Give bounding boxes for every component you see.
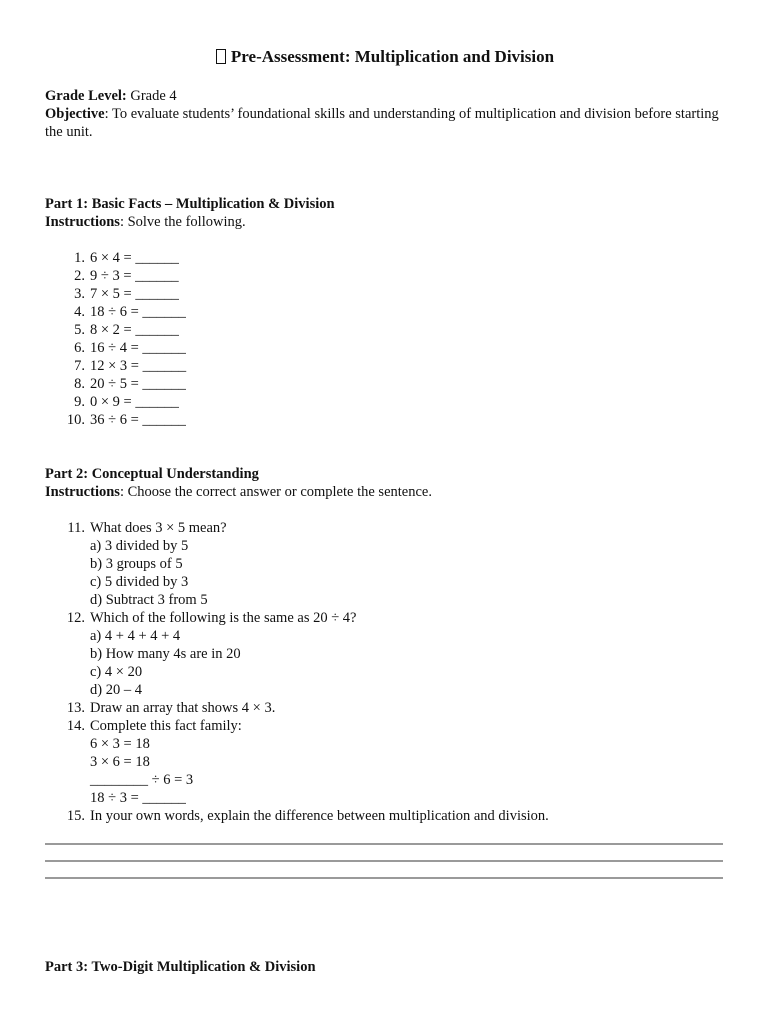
question-11 — [45, 519, 725, 609]
answer-line — [45, 860, 723, 862]
fact-family-line: ________ ÷ 6 = 3 — [90, 772, 194, 788]
option-c: c) 5 divided by 3 — [90, 574, 189, 590]
option-a: a) 4 + 4 + 4 + 4 — [90, 628, 181, 644]
item-text: 0 × 9 = ______ — [90, 394, 179, 410]
document-page — [45, 46, 725, 894]
part1-instructions-text: : Solve the following. — [119, 214, 246, 230]
objective-line — [45, 105, 725, 141]
item-text: 20 ÷ 5 = ______ — [90, 376, 186, 392]
question-13 — [45, 699, 725, 717]
document-title — [45, 46, 725, 68]
question-text: In your own words, explain the difference between multiplication and division. — [90, 808, 549, 824]
objective-text: : To evaluate students’ foundational skills and understanding of multiplication and division before starting the unit. — [45, 106, 719, 140]
option-c: c) 4 × 20 — [90, 664, 143, 680]
list-item — [45, 321, 725, 339]
item-text: 7 × 5 = ______ — [90, 286, 179, 302]
list-item — [45, 249, 725, 267]
item-text: 8 × 2 = ______ — [90, 322, 179, 338]
part2-instructions-text: : Choose the correct answer or complete the sentence. — [119, 484, 432, 500]
question-14 — [45, 717, 725, 807]
part1-instructions — [45, 213, 725, 231]
item-number: 11. — [67, 520, 85, 536]
item-number: 4. — [74, 304, 85, 320]
question-12 — [45, 609, 725, 699]
grade-level-line — [45, 87, 725, 105]
list-item — [45, 285, 725, 303]
grade-level-label: Grade Level: — [45, 88, 127, 104]
item-number: 14. — [66, 718, 85, 734]
part1-heading: Part 1: Basic Facts – Multiplication & Division — [45, 196, 335, 212]
item-text: 36 ÷ 6 = ______ — [90, 412, 186, 428]
item-text: 18 ÷ 6 = ______ — [90, 304, 186, 320]
option-b: b) 3 groups of 5 — [90, 556, 183, 572]
item-number: 8. — [74, 376, 85, 392]
part3-heading: Part 3: Two-Digit Multiplication & Division — [45, 959, 316, 975]
item-number: 9. — [74, 394, 85, 410]
item-number: 13. — [66, 700, 85, 716]
list-item — [45, 267, 725, 285]
item-number: 2. — [74, 268, 85, 284]
answer-lines — [45, 843, 723, 879]
fact-family-line: 3 × 6 = 18 — [90, 754, 150, 770]
part2-heading: Part 2: Conceptual Understanding — [45, 466, 259, 482]
part2-instructions — [45, 483, 725, 501]
part1-instructions-label: Instructions — [45, 214, 120, 230]
question-15 — [45, 807, 725, 825]
part2-question-list — [45, 519, 725, 825]
item-number: 12. — [66, 610, 85, 626]
option-a: a) 3 divided by 5 — [90, 538, 189, 554]
fact-family-line: 6 × 3 = 18 — [90, 736, 150, 752]
list-item — [45, 303, 725, 321]
item-number: 10. — [66, 412, 85, 428]
option-d: d) 20 – 4 — [90, 682, 142, 698]
part1-question-list — [45, 249, 725, 429]
option-d: d) Subtract 3 from 5 — [90, 592, 208, 608]
item-number: 3. — [74, 286, 85, 302]
item-text: 9 ÷ 3 = ______ — [90, 268, 179, 284]
item-number: 15. — [66, 808, 85, 824]
answer-line — [45, 877, 723, 879]
option-b: b) How many 4s are in 20 — [90, 646, 241, 662]
list-item — [45, 339, 725, 357]
item-text: 12 × 3 = ______ — [90, 358, 187, 374]
grade-level-value: Grade 4 — [126, 88, 177, 104]
answer-line — [45, 843, 723, 845]
question-text: Which of the following is the same as 20 ÷ 4? — [90, 610, 357, 626]
question-text: Complete this fact family: — [90, 718, 242, 734]
objective-label: Objective — [45, 106, 105, 122]
fact-family-line: 18 ÷ 3 = ______ — [90, 790, 186, 806]
list-item — [45, 375, 725, 393]
item-number: 1. — [74, 250, 85, 266]
item-number: 5. — [74, 322, 85, 338]
list-item — [45, 357, 725, 375]
question-text: Draw an array that shows 4 × 3. — [90, 700, 276, 716]
item-number: 6. — [74, 340, 85, 356]
question-text: What does 3 × 5 mean? — [90, 520, 227, 536]
list-item — [45, 393, 725, 411]
title-text: Pre-Assessment: Multiplication and Division — [230, 47, 555, 66]
item-text: 6 × 4 = ______ — [90, 250, 179, 266]
missing-glyph-icon — [216, 49, 226, 64]
item-text: 16 ÷ 4 = ______ — [90, 340, 186, 356]
list-item — [45, 411, 725, 429]
part2-instructions-label: Instructions — [45, 484, 120, 500]
item-number: 7. — [74, 358, 85, 374]
